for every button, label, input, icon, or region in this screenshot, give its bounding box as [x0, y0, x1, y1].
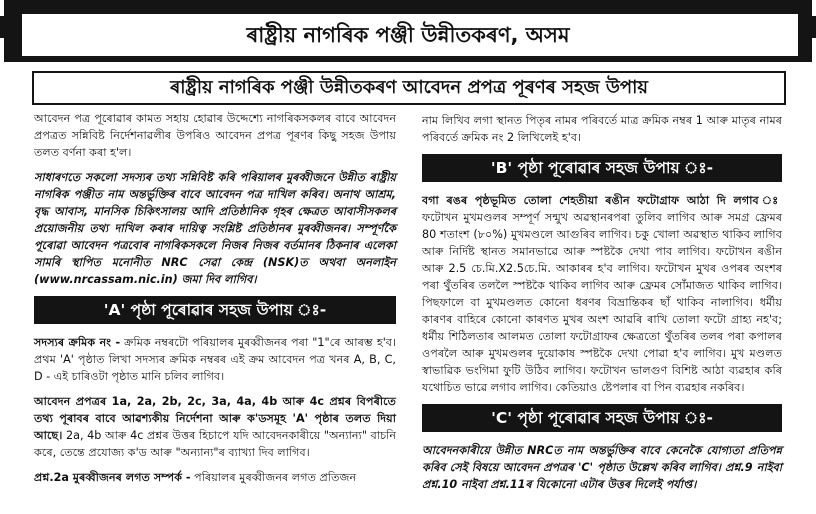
- b-photo-text: ফটোখন মুখমণ্ডলৰ সম্পূৰ্ণ সন্মুখ অৱস্থানৰপৰা তুলিব লাগিব আৰু সমগ্ৰ ফ্ৰেমৰ 80 শতাংশ (৮০%) মুখমণ্ডলে আগুৰিব লাগিব। চকু খোলা অৱস্থাত থাকিব লাগিব আৰু নিৰ্দিষ্ট স্থানত সমানভাৱে আৰু স্পষ্টকৈ দেখা পাব লাগিব। ফটোখন ৰঙীন আৰু 2.5 চে.মি.X2.5চে.মি. আকাৰৰ হ'ব লাগিব। ফটোখন মুখৰ ওপৰৰ অংশৰ পৰা থুঁতৰিৰ তললৈ স্পষ্টকৈ থাকিব লাগিব আৰু ফ্ৰেমৰ সোঁমাজত থাকিব লাগিব। পিছফালে বা মুখমণ্ডলত কোনো ধৰণৰ বিভ্ৰান্তিকৰ ছাঁ থাকিব নালাগিব। ধৰ্মীয় কাৰণৰ বাহিৰে কোনো কাৰণত মুখৰ অংশ আৱৰি ৰাখি তোলা ফটো গ্ৰাহ্য নহ'ব; ধৰ্মীয় শিঠিলতাৰ আলমত তোলা ফটোগ্ৰাফৰ ক্ষেত্ৰতো থুঁতৰিৰ তলৰ পৰা কপালৰ ওপৰলৈ আৰু মুখমণ্ডলৰ দুয়োকাষ স্পষ্টকৈ দেখা পোৱা হ'ব লাগিব। মুখ মণ্ডলত স্বাভাৱিক ভংগিমা ফুটি উঠিব লাগিব। ফটোখন ভালগুণ বিশিষ্ট আঠা ব্যৱহাৰ কৰি যথোচিত ভাৱে লগাব লাগিব। কেতিয়াও ষ্টেপলাৰ বা পিন ব্যৱহাৰ নকৰিব।: [422, 211, 782, 394]
- right-column: [422, 112, 782, 501]
- a-relation-label: প্ৰশ্ন.2a মুৰব্বীজনৰ লগত সম্পৰ্ক -: [34, 471, 191, 484]
- general-note: সাধাৰণতে সকলো সদস্যৰ তথ্য সন্নিবিষ্ট কৰি পৰিয়ালৰ মুৰব্বীজনে উন্নীত ৰাষ্ট্ৰীয় নাগৰিক পঞ্জীত নাম অন্তৰ্ভুক্তিৰ বাবে আবেদন পত্ৰ দাখিল কৰিব। অনাথ আশ্ৰম, বৃদ্ধ আবাস, মানসিক চিকিৎসালয় আদি প্ৰতিষ্ঠানিক গৃহৰ ক্ষেত্ৰত আবাসীসকলৰ প্ৰয়োজনীয় তথ্য দাখিল কৰাৰ দায়িত্ব সংশ্লিষ্ট প্ৰতিষ্ঠানৰ মুৰব্বীজনৰ। সম্পূৰ্ণকৈ পূৰোৱা আবেদন পত্ৰবোৰ নাগৰিকসকলে নিজৰ নিজৰ বৰ্তমানৰ ঠিকনাৰ এলেকা সামৰি স্থাপিত মনোনীত NRC সেৱা কেন্দ্ৰ (NSK)ত অথবা অনলাইন (www.nrcassam.nic.in) জমা দিব লাগিব।: [34, 171, 396, 286]
- section-c-heading: 'C' পৃষ্ঠা পূৰোৱাৰ সহজ উপায় ঃ-: [422, 404, 782, 432]
- a-codes-text: 2a, 4b আৰু 4c প্ৰশ্নৰ উত্তৰ হিচাপে যদি আবেদনকাৰীয়ে "অন্যান্য" বাচনি কৰে, তেন্তে প্ৰযোজ্য ক'ড আৰু "অন্যান্য"ৰ ব্যাখ্যা দিব লাগিব।: [34, 429, 396, 459]
- a-codes-paragraph: [34, 393, 396, 461]
- intro-paragraph: আবেদন পত্ৰ পূৰোৱাৰ কামত সহায় হোৱাৰ উদ্দেশ্যে নাগৰিকসকলৰ বাবে আবেদন প্ৰপত্ৰত সন্নিবিষ্ট নিৰ্দেশনাৱলীৰ উপৰিও আবেদন প্ৰপত্ৰ পূৰণৰ কিছু সহজ উপায় তলত বৰ্ণনা কৰা হ'ল।: [34, 112, 396, 159]
- a-codes-label: আবেদন প্ৰপত্ৰৰ 1a, 2a, 2b, 2c, 3a, 4a, 4b আৰু 4c প্ৰশ্নৰ বিপৰীতে তথ্য পূৰাবৰ বাবে আৱশ্যকীয় নিৰ্দেশনা আৰু ক'ডসমূহ 'A' পৃষ্ঠাৰ তলত দিয়া আছে।: [34, 395, 396, 442]
- c-eligibility-paragraph: আবেদনকাৰীয়ে উন্নীত NRCত নাম অন্তৰ্ভুক্তিৰ বাবে কেনেকৈ যোগ্যতা প্ৰতিপন্ন কৰিব সেই বিষয়ে আবেদন প্ৰপত্ৰৰ 'C' পৃষ্ঠাত উল্লেখ কৰিব লাগিব। প্ৰশ্ন.9 নাইবা প্ৰশ্ন.10 নাইবা প্ৰশ্ন.11ৰ যিকোনো এটাৰ উত্তৰ দিলেই পৰ্যাপ্ত।: [422, 444, 782, 491]
- a-serial-paragraph: [34, 334, 396, 385]
- b-photo-label: বগা ৰঙৰ পৃষ্ঠভূমিত তোলা শেহতীয়া ৰঙীন ফটোগ্ৰাফ আঠা দি লগাব ঃ: [422, 194, 782, 207]
- b-photo-paragraph: [422, 192, 782, 396]
- section-b-heading: 'B' পৃষ্ঠা পূৰোৱাৰ সহজ উপায় ঃ-: [422, 154, 782, 182]
- a-relation-paragraph: [34, 469, 396, 486]
- section-a-heading: 'A' পৃষ্ঠা পূৰোৱাৰ সহজ উপায় ঃ-: [34, 296, 396, 324]
- page-subtitle: ৰাষ্ট্ৰীয় নাগৰিক পঞ্জী উন্নীতকৰণ আবেদন প্ৰপত্ৰ পূৰণৰ সহজ উপায়: [32, 71, 786, 105]
- continued-paragraph: নাম লিখিব লগা স্থানত পিতৃৰ নামৰ পৰিবৰ্তে মাত্ৰ ক্ৰমিক নম্বৰ 1 আৰু মাতৃৰ নামৰ পৰিবৰ্তে ক্ৰমিক নং 2 লিখিলেই হ'ব।: [422, 114, 782, 144]
- left-column: [34, 110, 396, 494]
- a-serial-text: ক্ৰমিক নম্বৰটো পৰিয়ালৰ মুৰব্বীজনৰ পৰা "1"ৰে আৰম্ভ হ'ব। প্ৰথম 'A' পৃষ্ঠাত লিখা সদস্যৰ ক্ৰমিক নম্বৰৰ এই ক্ৰম আবেদন পত্ৰ খনৰ A, B, C, D - এই চাৰিওটা পৃষ্ঠাত মানি চলিব লাগিব।: [34, 336, 396, 383]
- a-serial-label: সদস্যৰ ক্ৰমিক নং -: [34, 336, 121, 349]
- page-title: ৰাষ্ট্ৰীয় নাগৰিক পঞ্জী উন্নীতকৰণ, অসম: [246, 23, 570, 47]
- a-relation-text: পৰিয়ালৰ মুৰব্বীজনৰ লগত প্ৰতিজন: [190, 471, 357, 484]
